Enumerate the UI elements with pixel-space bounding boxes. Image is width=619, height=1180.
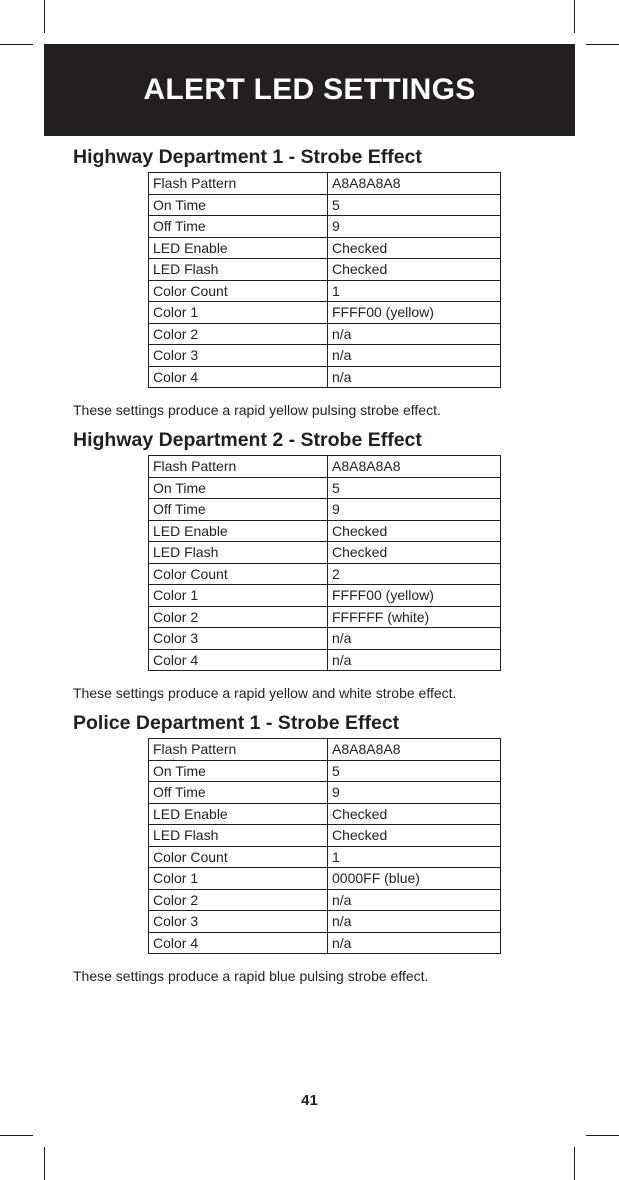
table-row	[149, 216, 501, 238]
setting-value: A8A8A8A8	[328, 739, 501, 761]
table-row	[149, 606, 501, 628]
setting-value: n/a	[328, 323, 501, 345]
setting-key: On Time	[149, 477, 328, 499]
setting-key: LED Flash	[149, 259, 328, 281]
setting-value: A8A8A8A8	[328, 173, 501, 195]
setting-value: n/a	[328, 911, 501, 933]
setting-key: Color 4	[149, 649, 328, 671]
page-number: 41	[301, 1092, 318, 1109]
section-heading: Highway Department 2 - Strobe Effect	[73, 429, 422, 451]
table-row	[149, 563, 501, 585]
setting-key: Color Count	[149, 280, 328, 302]
table-row	[149, 846, 501, 868]
setting-key: Color 4	[149, 932, 328, 954]
setting-key: LED Flash	[149, 542, 328, 564]
setting-value: n/a	[328, 932, 501, 954]
table-row	[149, 782, 501, 804]
setting-key: On Time	[149, 194, 328, 216]
table-row	[149, 520, 501, 542]
setting-key: Color 2	[149, 606, 328, 628]
setting-key: Color 3	[149, 911, 328, 933]
page-title: ALERT LED SETTINGS	[143, 73, 476, 106]
table-row	[149, 345, 501, 367]
setting-value: 5	[328, 477, 501, 499]
setting-key: Off Time	[149, 782, 328, 804]
setting-key: Color 3	[149, 628, 328, 650]
settings-section	[73, 711, 553, 984]
setting-key: Flash Pattern	[149, 173, 328, 195]
setting-value: n/a	[328, 628, 501, 650]
table-row	[149, 628, 501, 650]
crop-mark	[44, 0, 45, 33]
table-row	[149, 194, 501, 216]
section-description: These settings produce a rapid yellow and white strobe effect.	[73, 685, 457, 701]
crop-mark	[0, 44, 33, 45]
setting-key: LED Enable	[149, 520, 328, 542]
page-title-banner	[44, 44, 575, 136]
setting-key: Off Time	[149, 216, 328, 238]
table-row	[149, 302, 501, 324]
section-heading: Police Department 1 - Strobe Effect	[73, 712, 400, 734]
setting-value: Checked	[328, 259, 501, 281]
setting-value: FFFFFF (white)	[328, 606, 501, 628]
setting-value: FFFF00 (yellow)	[328, 302, 501, 324]
table-row	[149, 585, 501, 607]
setting-value: A8A8A8A8	[328, 456, 501, 478]
setting-value: 2	[328, 563, 501, 585]
section-description: These settings produce a rapid blue pulsing strobe effect.	[73, 968, 429, 984]
crop-mark	[0, 1135, 33, 1136]
table-row	[149, 499, 501, 521]
setting-key: LED Flash	[149, 825, 328, 847]
table-row	[149, 477, 501, 499]
crop-mark	[44, 1147, 45, 1180]
setting-value: Checked	[328, 825, 501, 847]
setting-key: Off Time	[149, 499, 328, 521]
setting-key: Flash Pattern	[149, 456, 328, 478]
settings-section	[73, 145, 553, 418]
setting-key: Flash Pattern	[149, 739, 328, 761]
setting-key: Color 4	[149, 366, 328, 388]
setting-key: Color 1	[149, 585, 328, 607]
setting-value: n/a	[328, 366, 501, 388]
setting-value: FFFF00 (yellow)	[328, 585, 501, 607]
crop-mark	[574, 0, 575, 33]
section-heading: Highway Department 1 - Strobe Effect	[73, 146, 422, 168]
setting-value: Checked	[328, 803, 501, 825]
table-row	[149, 932, 501, 954]
table-row	[149, 889, 501, 911]
setting-value: 5	[328, 194, 501, 216]
table-row	[149, 456, 501, 478]
setting-value: 9	[328, 499, 501, 521]
crop-mark	[574, 1147, 575, 1180]
setting-key: LED Enable	[149, 803, 328, 825]
crop-mark	[586, 44, 619, 45]
setting-value: 9	[328, 216, 501, 238]
table-row	[149, 280, 501, 302]
setting-key: On Time	[149, 760, 328, 782]
table-row	[149, 366, 501, 388]
setting-key: Color 2	[149, 323, 328, 345]
table-row	[149, 760, 501, 782]
setting-key: Color 1	[149, 868, 328, 890]
table-row	[149, 259, 501, 281]
settings-table	[148, 738, 501, 954]
setting-value: 9	[328, 782, 501, 804]
table-row	[149, 825, 501, 847]
setting-value: 1	[328, 280, 501, 302]
settings-table	[148, 172, 501, 388]
setting-value: Checked	[328, 542, 501, 564]
table-row	[149, 911, 501, 933]
table-row	[149, 173, 501, 195]
settings-section	[73, 428, 553, 701]
table-row	[149, 649, 501, 671]
table-row	[149, 803, 501, 825]
table-row	[149, 237, 501, 259]
setting-value: n/a	[328, 889, 501, 911]
table-row	[149, 739, 501, 761]
setting-key: LED Enable	[149, 237, 328, 259]
setting-key: Color 1	[149, 302, 328, 324]
setting-key: Color Count	[149, 563, 328, 585]
setting-value: Checked	[328, 237, 501, 259]
table-row	[149, 542, 501, 564]
setting-value: Checked	[328, 520, 501, 542]
table-row	[149, 868, 501, 890]
setting-key: Color Count	[149, 846, 328, 868]
section-description: These settings produce a rapid yellow pulsing strobe effect.	[73, 402, 441, 418]
table-row	[149, 323, 501, 345]
setting-value: n/a	[328, 345, 501, 367]
settings-table	[148, 455, 501, 671]
setting-value: n/a	[328, 649, 501, 671]
setting-value: 5	[328, 760, 501, 782]
setting-key: Color 3	[149, 345, 328, 367]
setting-key: Color 2	[149, 889, 328, 911]
crop-mark	[586, 1135, 619, 1136]
setting-value: 0000FF (blue)	[328, 868, 501, 890]
setting-value: 1	[328, 846, 501, 868]
